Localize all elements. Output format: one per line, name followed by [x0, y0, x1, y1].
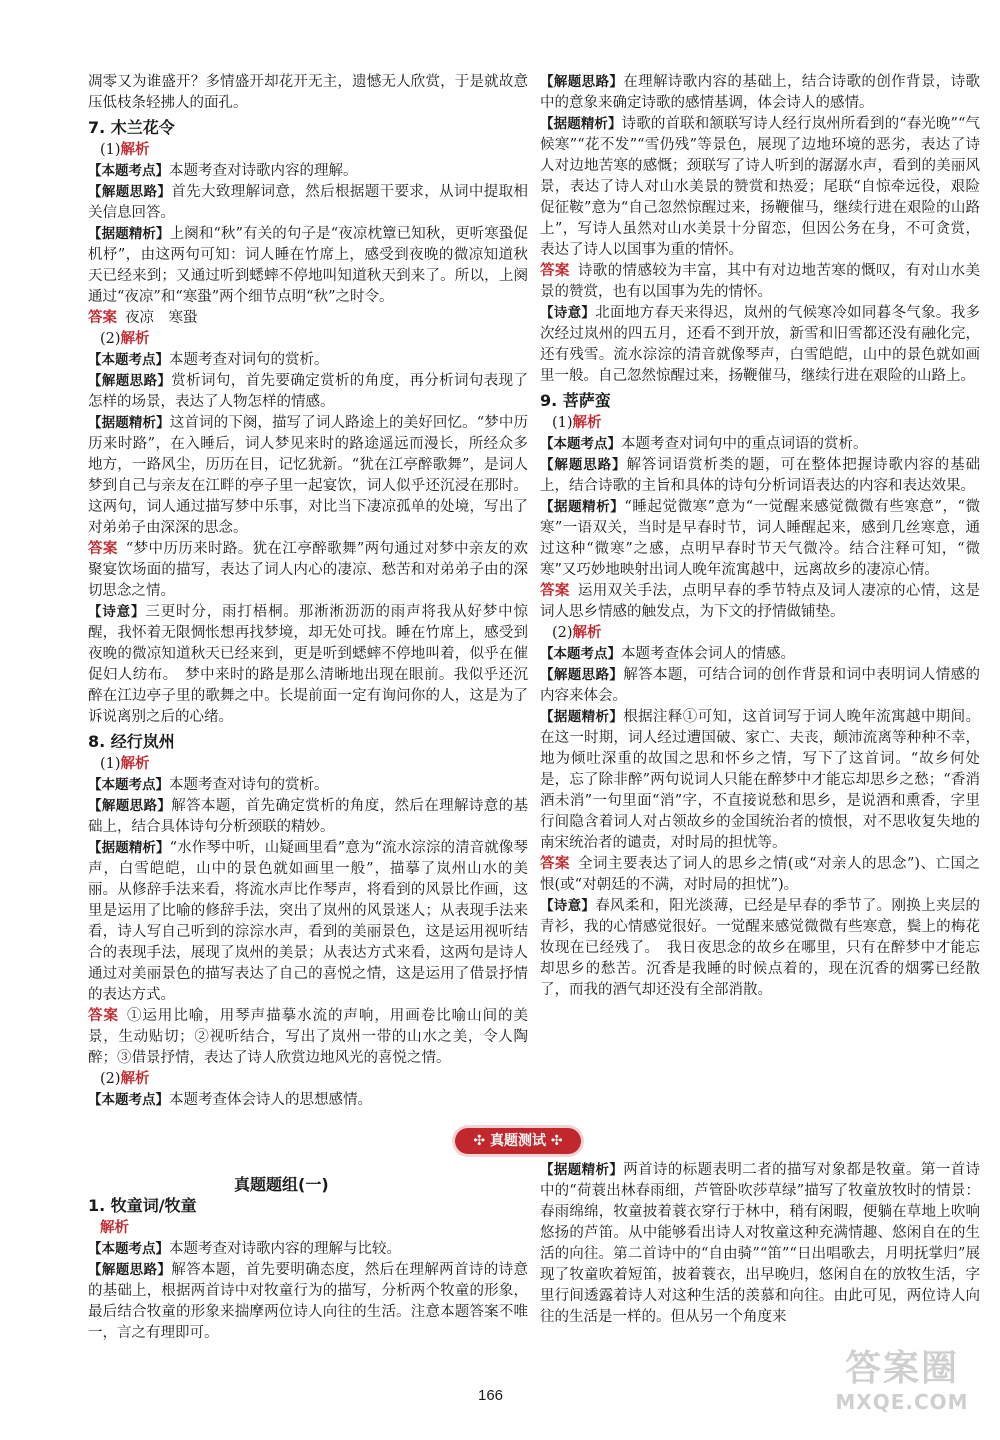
tag: 【本题考点】: [88, 777, 169, 793]
silu: [88, 796, 528, 838]
subnumber: (2): [100, 331, 121, 347]
analysis-label: 解析: [100, 1220, 129, 1236]
subsection: [100, 329, 528, 350]
subnumber: (1): [100, 142, 121, 158]
tag: 【解题思路】: [540, 667, 624, 683]
tag: 【据题精析】: [540, 709, 624, 725]
subsection: [100, 754, 528, 775]
kaodian: [88, 350, 528, 371]
tag: 【本题考点】: [88, 1092, 169, 1108]
jingxi: [540, 114, 980, 261]
page-number: 166: [478, 1387, 504, 1404]
silu: [540, 72, 980, 114]
text: ①运用比喻，用琴声描摹水流的声响，用画卷比喻山间的美景，生动贴切；②视听结合，写出了岚州一带的山水之美，令人陶醉；③借景抒情，表达了诗人欣赏边地风光的喜悦之情。: [88, 1008, 529, 1066]
tag: 【据题精析】: [88, 226, 170, 242]
text: 解答本题，首先确定赏析的角度，然后在理解诗意的基础上，结合具体诗句分析颈联的精妙。: [88, 798, 529, 835]
text: 北面地方春天来得迟，岚州的气候寒冷如同暮冬气象。我多次经过岚州的四五月，还看不到开放，新雪和旧雪都还没有融化完，还有残雪。流水淙淙的清音就像琴声，白雪皑皑，山中的景色就如画里一般。自己忽然惊醒过来，扬鞭催马，继续行进在艰险的山路上。: [540, 305, 981, 384]
shiyi: [88, 602, 528, 728]
tag: 【诗意】: [540, 898, 596, 914]
answer-label: 答案: [88, 1008, 119, 1024]
text: 本题考查对诗歌内容的理解与比较。: [169, 1241, 401, 1257]
kaodian: [540, 644, 980, 665]
paragraph: 凋零又为谁盛开？多情盛开却花开无主，遗憾无人欣赏，于是就故意压低枝条轻拂人的面孔。: [88, 74, 528, 111]
left-column: [88, 72, 528, 1111]
tag: 【解题思路】: [88, 1262, 172, 1278]
tag: 【解题思路】: [88, 184, 172, 200]
analysis-label: 解析: [120, 1071, 150, 1087]
answer-label: 答案: [88, 541, 118, 557]
jingxi: [88, 838, 528, 1006]
answer: [88, 539, 528, 602]
section-heading: 9. 菩萨蛮: [540, 391, 611, 410]
tag: 【本题考点】: [88, 1241, 169, 1257]
bottom-left-column: [88, 1192, 528, 1344]
text: 本题考查对词句中的重点词语的赏析。: [621, 436, 868, 452]
subnumber: (1): [100, 756, 121, 772]
text: 本题考查对诗歌内容的理解。: [169, 163, 358, 179]
text: 这首词的下阕，描写了词人路途上的美好回忆。“梦中历历来时路”，在入睡后，词人梦见来时的路途遥远而漫长，所经众多地方，一路风尘，历历在目，记忆犹新。“犹在江亭醉歌舞”，是词人梦到自己与亲友在江畔的亭子里一起宴饮，词人似乎还沉浸在那时。这两句，词人通过描写梦中乐事，对比当下凄凉孤单的处境，写出了对弟弟子由深深的思念。: [88, 415, 528, 536]
jingxi: [540, 497, 980, 581]
text: 在理解诗歌内容的基础上，结合诗歌的创作背景，诗歌中的意象来确定诗歌的感情基调，体会诗人的感情。: [540, 74, 981, 111]
text: 三更时分，雨打梧桐。那淅淅沥沥的雨声将我从好梦中惊醒，我怀着无限惆怅想再找梦境，却无处可找。睡在竹席上，感受到夜晚的微凉知道秋天已经来到，更是听到蟋蟀不停地叫着，似乎在催促妇人纺布。 梦中来时的路是那么清晰地出现在眼前。我似乎还沉醉在江边亭子里的歌舞之中。长堤前面一定有询问你的人，这是为了诉说离别之后的心绪。: [88, 604, 528, 725]
text: 首先大致理解词意，然后根据题干要求，从词中提取相关信息回答。: [88, 184, 529, 221]
kaodian: [88, 161, 528, 182]
right-column: [540, 72, 980, 1001]
subnumber: (2): [100, 1071, 121, 1087]
answer-label: 答案: [540, 263, 570, 279]
analysis-label: 解析: [120, 142, 150, 158]
subsection: [552, 413, 980, 434]
shiyi: [540, 303, 980, 387]
jingxi: [88, 224, 528, 308]
watermark-logo: [818, 1348, 986, 1422]
subsection: [100, 1218, 528, 1239]
group-title: 真题题组(一): [234, 1175, 329, 1194]
text: 本题考查体会词人的情感。: [621, 646, 795, 662]
tag: 【据题精析】: [540, 1162, 624, 1178]
analysis-label: 解析: [572, 415, 602, 431]
text: 本题考查对诗句的赏析。: [169, 777, 329, 793]
text: 诗歌的情感较为丰富，其中有对边地苦寒的慨叹，有对山水美景的赞赏，也有以国事为先的情怀。: [540, 263, 981, 300]
jingxi: [540, 707, 980, 854]
answer-label: 答案: [540, 856, 570, 872]
tag: 【据题精析】: [540, 116, 622, 132]
text: 解答本题，首先要明确态度，然后在理解两首诗的诗意的基础上，根据两首诗中对牧童行为的描写，分析两个牧童的形象，最后结合牧童的形象来揣摩两位诗人向往的生活。注意本题答案不唯一，言之有理即可。: [88, 1262, 529, 1341]
text: 解答词语赏析类的题，可在整体把握诗歌内容的基础上，结合诗歌的主旨和具体的诗句分析词语表达的内容和表达效果。: [540, 457, 981, 494]
answer-label: 答案: [88, 310, 117, 326]
watermark-top: 答案圈: [844, 1348, 959, 1389]
analysis-label: 解析: [572, 625, 602, 641]
kaodian: [88, 775, 528, 796]
answer: [88, 308, 528, 329]
text: 春风柔和，阳光淡薄，已经是早春的季节了。刚换上夹层的青衫，我的心情感觉很好。一觉醒来感觉微微有些寒意，鬓上的梅花妆现在已经残了。 我日夜思念的故乡在哪里，只有在醉梦中才能忘却思乡的愁苦。沉香是我睡的时候点着的，现在沉香的烟雾已经散了，而我的酒气却还没有全部消散。: [540, 898, 981, 998]
text: 根据注释①可知，这首词写于词人晚年流寓越中期间。在这一时期，词人经过遭国破、家亡、夫丧，颠沛流离等种种不幸，地为倾吐深重的故国之思和怀乡之情，写下了这首词。“故乡何处是，忘了除非醉”两句说词人只能在醉梦中才能忘却思乡之愁；“香消酒未消”一句里面“消”字，不直接说愁和思乡，是说酒和熏香，字里行间隐含着词人对占领故乡的金国统治者的愤恨，对不思收复失地的南宋统治者的谴责，对时局的担忧等。: [540, 709, 981, 851]
text: “睡起觉微寒”意为“一觉醒来感觉微微有些寒意”，“微寒”一语双关，当时是早春时节，词人睡醒起来，感到几丝寒意，通过这种“微寒”之感，点明早春时节天气微冷。结合注释可知，“微寒”又巧妙地映射出词人晚年流寓越中，远离故乡的凄凉心情。: [540, 499, 980, 578]
answer: [540, 261, 980, 303]
section-banner: ✣ 真题测试 ✣: [455, 1128, 581, 1154]
answer-label: 答案: [540, 583, 570, 599]
text: 本题考查对词句的赏析。: [169, 352, 329, 368]
analysis-label: 解析: [120, 331, 150, 347]
silu: [540, 665, 980, 707]
text: 解答本题，可结合词的创作背景和词中表明词人情感的内容来体会。: [540, 667, 981, 704]
tag: 【解题思路】: [88, 798, 172, 814]
answer: [88, 1006, 528, 1069]
watermark-bottom: MXQE.COM: [835, 1390, 969, 1414]
kaodian: [88, 1090, 528, 1111]
tag: 【据题精析】: [88, 840, 170, 856]
kaodian: [540, 434, 980, 455]
tag: 【解题思路】: [540, 74, 624, 90]
text: 赏析词句，首先要确定赏析的角度，再分析词句表现了怎样的场景，表达了人物怎样的情感。: [88, 373, 529, 410]
subnumber: (2): [552, 625, 573, 641]
tag: 【本题考点】: [540, 646, 621, 662]
subsection: [552, 623, 980, 644]
text: “水作琴中听，山疑画里看”意为“流水淙淙的清音就像琴声，白雪皑皑，山中的景色就如画里一般”，描摹了岚州山水的美丽。从修辞手法来看，将流水声比作琴声，将看到的风景比作画，这里是运用了比喻的修辞手法，突出了岚州的风景迷人；从表现手法来看，诗人写自己听到的淙淙水声，看到的美丽景色，这是运用视听结合的表现手法，展现了岚州的美景；从表达方式来看，这两句是诗人通过对美丽景色的描写表达了自己的喜悦之情，这是运用了借景抒情的表达方式。: [88, 840, 528, 1003]
tag: 【解题思路】: [88, 373, 172, 389]
answer: [540, 854, 980, 896]
section-heading: 1. 牧童词/牧童: [88, 1196, 197, 1215]
analysis-label: 解析: [120, 756, 150, 772]
text: 全词主要表达了词人的思乡之情(或“对亲人的思念”)、亡国之恨(或“对朝廷的不满，对时局的担忧”)。: [540, 856, 981, 893]
banner-label: 真题测试: [490, 1133, 546, 1149]
jingxi: [88, 413, 528, 539]
text: 夜凉 寒蛩: [125, 310, 198, 326]
jingxi: [540, 1160, 980, 1328]
shiyi: [540, 896, 980, 1001]
answer: [540, 581, 980, 623]
tag: 【解题思路】: [540, 457, 627, 473]
subsection: [100, 140, 528, 161]
section-heading: 7. 木兰花令: [88, 118, 175, 137]
silu: [88, 182, 528, 224]
tag: 【据题精析】: [88, 415, 170, 431]
bottom-right-column: [540, 1160, 980, 1328]
text: 本题考查体会诗人的思想感情。: [169, 1092, 372, 1108]
section-heading: 8. 经行岚州: [88, 732, 175, 751]
text: 运用双关手法，点明早春的季节特点及词人凄凉的心情，这是词人思乡情感的触发点，为下文的抒情做铺垫。: [540, 583, 981, 620]
silu: [88, 371, 528, 413]
silu: [88, 1260, 528, 1344]
text: 诗歌的首联和颔联写诗人经行岚州所看到的“春光晚”“气候寒”“花不发”“雪仍残”等景色，展现了边地环境的恶劣，表达了诗人对边地苦寒的感慨；颈联写了诗人听到的潺潺水声，看到的美丽风景，表达了诗人对山水美景的赞赏和热爱；尾联“自惊牵远役，艰险促征鞍”意为“自己忽然惊醒过来，扬鞭催马，继续行进在艰险的山路上”，写诗人虽然对山水美景十分留恋，但因公务在身，不可贪赏，表达了诗人以国事为重的情怀。: [540, 116, 980, 258]
tag: 【诗意】: [540, 305, 596, 321]
tag: 【据题精析】: [540, 499, 625, 515]
tag: 【本题考点】: [540, 436, 621, 452]
subsection: [100, 1069, 528, 1090]
text: 两首诗的标题表明二者的描写对象都是牧童。第一首诗中的“荷蓑出林春雨细，芦管卧吹莎草绿”描写了牧童放牧时的情景：春雨绵绵，牧童披着蓑衣穿行于林中，稍有闲暇，便躺在草地上吹响悠扬的芦笛。从中能够看出诗人对牧童这种充满情趣、悠闲自在的生活的向往。第二首诗中的“自由骑”“笛”“日出唱歌去，月明抚掌归”展现了牧童吹着短笛，披着蓑衣，出早晚归，悠闲自在的放牧生活，字里行间透露着诗人对这种生活的羡慕和向往。由此可见，两位诗人向往的生活是一样的。但从另一个角度来: [540, 1162, 981, 1325]
text: “梦中历历来时路。犹在江亭醉歌舞”两句通过对梦中亲友的欢聚宴饮场面的描写，表达了词人内心的凄凉、愁苦和对弟弟子由的深切思念之情。: [88, 541, 529, 599]
silu: [540, 455, 980, 497]
subnumber: (1): [552, 415, 573, 431]
tag: 【本题考点】: [88, 163, 169, 179]
tag: 【本题考点】: [88, 352, 169, 368]
tag: 【诗意】: [88, 604, 146, 620]
text: 上阕和“秋”有关的句子是“夜凉枕簟已知秋，更听寒蛩促机杼”，由这两句可知：词人睡在竹席上，感受到夜晚的微凉知道秋天已经来到；又通过听到蟋蟀不停地叫知道秋天到来了。所以，上阕通过“夜凉”和“寒蛩”两个细节点明“秋”之时令。: [88, 226, 528, 305]
kaodian: [88, 1239, 528, 1260]
